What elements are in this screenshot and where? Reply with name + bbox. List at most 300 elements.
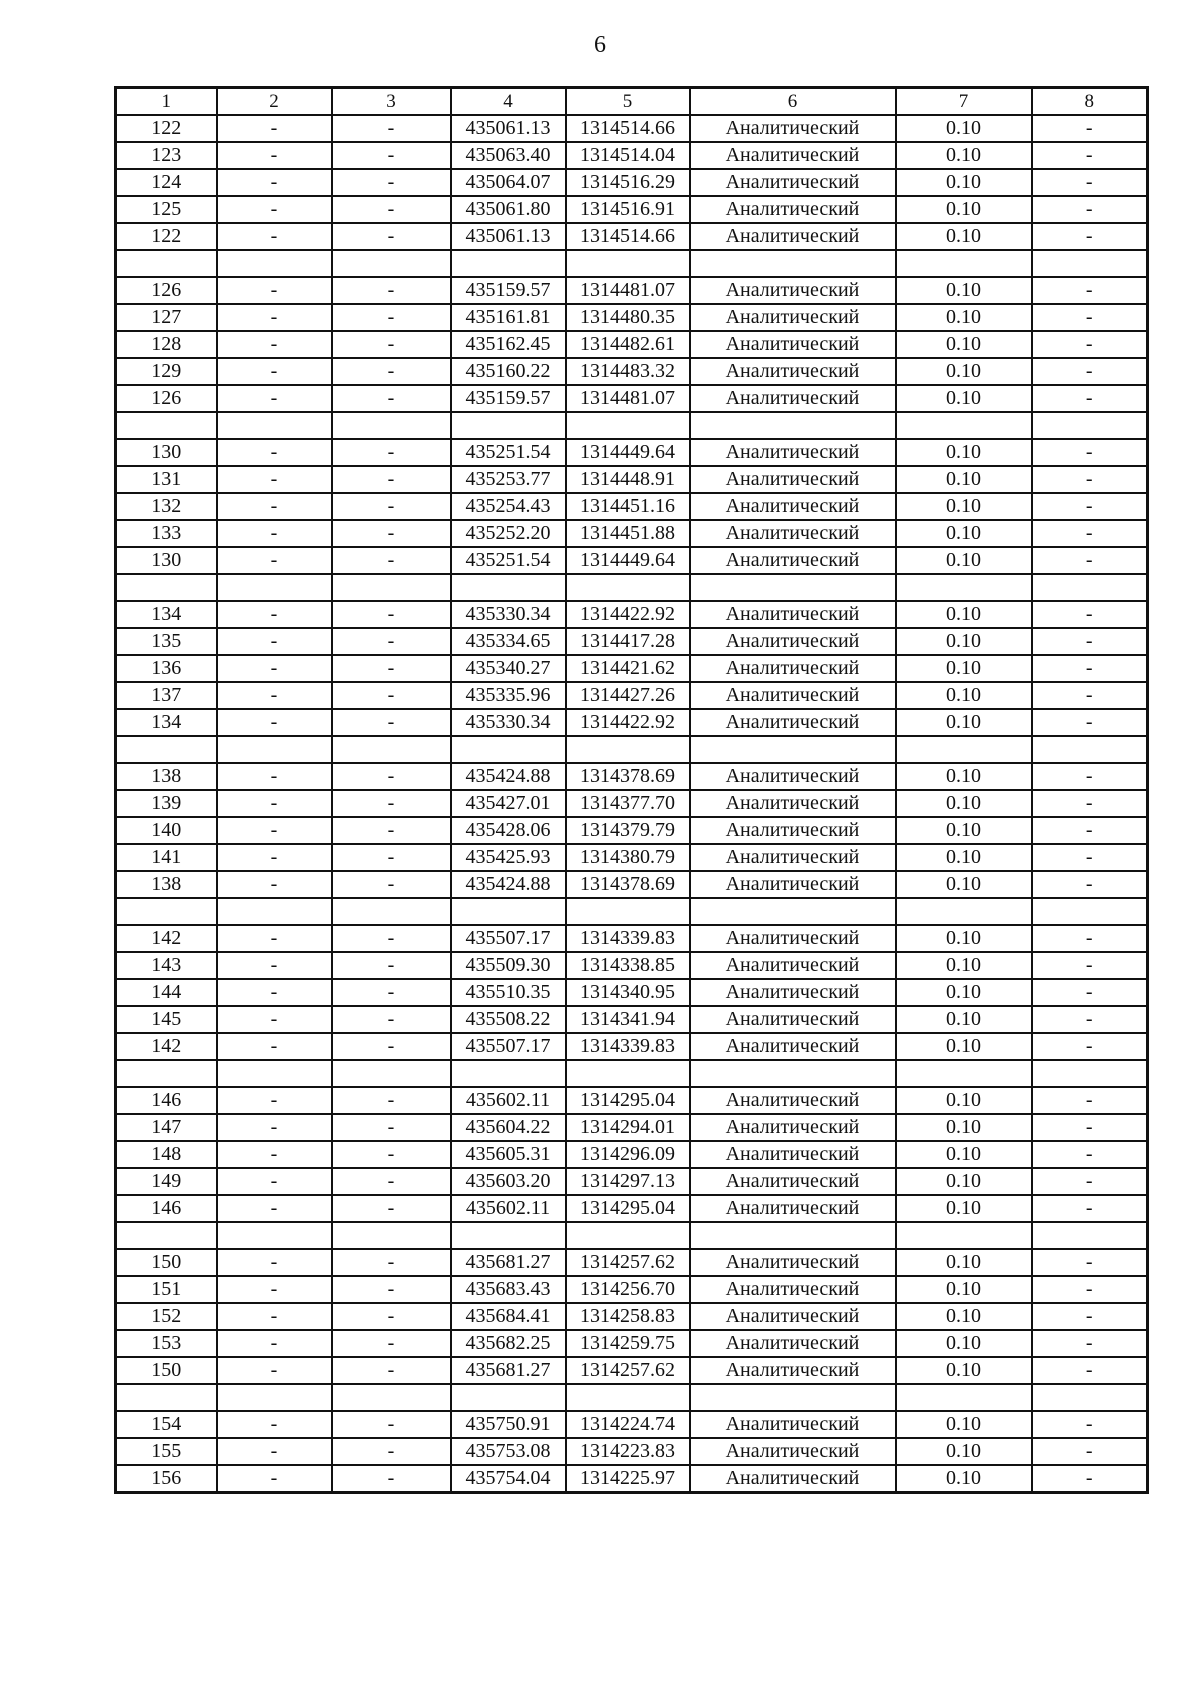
cell-accuracy: [896, 412, 1032, 439]
cell-col-3: -: [332, 1168, 451, 1195]
column-header-7: 7: [896, 88, 1032, 116]
cell-point-number: 127: [116, 304, 217, 331]
cell-col-2: -: [217, 1357, 332, 1384]
cell-x-coordinate: 435340.27: [451, 655, 566, 682]
cell-y-coordinate: 1314481.07: [566, 277, 690, 304]
cell-point-number: 138: [116, 871, 217, 898]
cell-point-number: 134: [116, 709, 217, 736]
cell-x-coordinate: 435162.45: [451, 331, 566, 358]
cell-col-8: -: [1032, 277, 1148, 304]
cell-point-number: [116, 250, 217, 277]
cell-col-8: -: [1032, 628, 1148, 655]
cell-method: Аналитический: [690, 1438, 896, 1465]
table-row: [116, 358, 1148, 385]
cell-col-8: -: [1032, 439, 1148, 466]
cell-accuracy: 0.10: [896, 196, 1032, 223]
cell-col-2: -: [217, 601, 332, 628]
cell-point-number: 143: [116, 952, 217, 979]
cell-col-2: -: [217, 655, 332, 682]
cell-point-number: 124: [116, 169, 217, 196]
cell-method: Аналитический: [690, 520, 896, 547]
cell-col-8: -: [1032, 1195, 1148, 1222]
table-row: [116, 1006, 1148, 1033]
cell-point-number: [116, 898, 217, 925]
column-header-2: 2: [217, 88, 332, 116]
table-row: [116, 790, 1148, 817]
cell-y-coordinate: [566, 1384, 690, 1411]
cell-y-coordinate: 1314483.32: [566, 358, 690, 385]
cell-point-number: 154: [116, 1411, 217, 1438]
cell-accuracy: 0.10: [896, 1303, 1032, 1330]
cell-point-number: 131: [116, 466, 217, 493]
cell-point-number: 152: [116, 1303, 217, 1330]
cell-point-number: 140: [116, 817, 217, 844]
cell-x-coordinate: 435063.40: [451, 142, 566, 169]
cell-col-3: -: [332, 1249, 451, 1276]
cell-method: Аналитический: [690, 1087, 896, 1114]
cell-point-number: 130: [116, 439, 217, 466]
cell-col-2: [217, 412, 332, 439]
cell-method: [690, 1222, 896, 1249]
cell-col-8: -: [1032, 1087, 1148, 1114]
cell-y-coordinate: 1314341.94: [566, 1006, 690, 1033]
cell-x-coordinate: 435425.93: [451, 844, 566, 871]
cell-x-coordinate: 435602.11: [451, 1195, 566, 1222]
cell-point-number: 155: [116, 1438, 217, 1465]
cell-method: Аналитический: [690, 871, 896, 898]
cell-point-number: 151: [116, 1276, 217, 1303]
cell-accuracy: 0.10: [896, 277, 1032, 304]
cell-col-3: -: [332, 1033, 451, 1060]
cell-y-coordinate: 1314296.09: [566, 1141, 690, 1168]
cell-col-3: -: [332, 1087, 451, 1114]
cell-col-2: -: [217, 1006, 332, 1033]
cell-x-coordinate: 435061.13: [451, 223, 566, 250]
table-spacer-row: [116, 250, 1148, 277]
cell-accuracy: 0.10: [896, 1357, 1032, 1384]
cell-col-2: -: [217, 1087, 332, 1114]
cell-col-3: [332, 1384, 451, 1411]
cell-y-coordinate: 1314378.69: [566, 763, 690, 790]
cell-y-coordinate: 1314378.69: [566, 871, 690, 898]
cell-col-3: -: [332, 1465, 451, 1493]
cell-col-2: -: [217, 196, 332, 223]
cell-col-2: -: [217, 439, 332, 466]
cell-col-3: -: [332, 871, 451, 898]
cell-method: Аналитический: [690, 385, 896, 412]
cell-col-2: -: [217, 520, 332, 547]
cell-col-8: -: [1032, 1357, 1148, 1384]
cell-col-8: -: [1032, 115, 1148, 142]
cell-accuracy: 0.10: [896, 1033, 1032, 1060]
cell-col-2: -: [217, 115, 332, 142]
cell-col-8: -: [1032, 1411, 1148, 1438]
cell-method: Аналитический: [690, 547, 896, 574]
cell-col-3: [332, 1222, 451, 1249]
cell-col-2: -: [217, 709, 332, 736]
cell-col-3: -: [332, 196, 451, 223]
cell-method: Аналитический: [690, 1114, 896, 1141]
cell-method: Аналитический: [690, 1249, 896, 1276]
cell-method: Аналитический: [690, 142, 896, 169]
table-row: [116, 277, 1148, 304]
table-row: [116, 304, 1148, 331]
cell-point-number: [116, 574, 217, 601]
cell-y-coordinate: 1314417.28: [566, 628, 690, 655]
cell-y-coordinate: 1314516.29: [566, 169, 690, 196]
cell-y-coordinate: 1314259.75: [566, 1330, 690, 1357]
cell-method: Аналитический: [690, 1195, 896, 1222]
cell-col-2: -: [217, 1249, 332, 1276]
cell-method: Аналитический: [690, 817, 896, 844]
table-row: [116, 223, 1148, 250]
cell-y-coordinate: [566, 736, 690, 763]
cell-y-coordinate: 1314297.13: [566, 1168, 690, 1195]
table-spacer-row: [116, 1060, 1148, 1087]
cell-col-3: -: [332, 628, 451, 655]
table-row: [116, 1303, 1148, 1330]
table-body: [116, 88, 1148, 1493]
cell-y-coordinate: 1314339.83: [566, 1033, 690, 1060]
cell-col-8: [1032, 1222, 1148, 1249]
cell-method: Аналитический: [690, 466, 896, 493]
cell-x-coordinate: 435427.01: [451, 790, 566, 817]
cell-col-3: -: [332, 1006, 451, 1033]
cell-col-2: -: [217, 1195, 332, 1222]
cell-col-2: -: [217, 466, 332, 493]
cell-col-3: [332, 574, 451, 601]
table-row: [116, 1168, 1148, 1195]
cell-accuracy: 0.10: [896, 520, 1032, 547]
cell-col-2: -: [217, 682, 332, 709]
cell-point-number: 141: [116, 844, 217, 871]
table-row: [116, 1465, 1148, 1493]
cell-method: Аналитический: [690, 682, 896, 709]
cell-accuracy: 0.10: [896, 1141, 1032, 1168]
cell-col-8: -: [1032, 1438, 1148, 1465]
cell-method: [690, 574, 896, 601]
cell-col-8: -: [1032, 601, 1148, 628]
cell-col-3: -: [332, 493, 451, 520]
cell-method: Аналитический: [690, 601, 896, 628]
cell-method: Аналитический: [690, 790, 896, 817]
coordinates-table: [114, 86, 1149, 1494]
table-row: [116, 601, 1148, 628]
cell-x-coordinate: 435684.41: [451, 1303, 566, 1330]
cell-col-2: -: [217, 331, 332, 358]
cell-col-8: [1032, 250, 1148, 277]
cell-method: Аналитический: [690, 1141, 896, 1168]
cell-x-coordinate: 435507.17: [451, 1033, 566, 1060]
table-row: [116, 979, 1148, 1006]
cell-method: [690, 250, 896, 277]
cell-x-coordinate: [451, 1060, 566, 1087]
cell-point-number: 144: [116, 979, 217, 1006]
cell-point-number: [116, 1222, 217, 1249]
cell-col-3: -: [332, 223, 451, 250]
cell-point-number: 139: [116, 790, 217, 817]
cell-x-coordinate: [451, 736, 566, 763]
cell-col-3: -: [332, 466, 451, 493]
cell-accuracy: 0.10: [896, 358, 1032, 385]
cell-point-number: 126: [116, 277, 217, 304]
cell-col-3: -: [332, 1195, 451, 1222]
cell-accuracy: 0.10: [896, 871, 1032, 898]
cell-y-coordinate: [566, 1060, 690, 1087]
cell-y-coordinate: [566, 898, 690, 925]
cell-col-2: -: [217, 1141, 332, 1168]
cell-accuracy: [896, 736, 1032, 763]
cell-point-number: 136: [116, 655, 217, 682]
cell-method: Аналитический: [690, 1357, 896, 1384]
cell-x-coordinate: 435605.31: [451, 1141, 566, 1168]
table-row: [116, 655, 1148, 682]
cell-point-number: 134: [116, 601, 217, 628]
cell-col-2: -: [217, 277, 332, 304]
cell-x-coordinate: 435509.30: [451, 952, 566, 979]
cell-point-number: [116, 412, 217, 439]
column-header-8: 8: [1032, 88, 1148, 116]
table-row: [116, 493, 1148, 520]
cell-y-coordinate: 1314448.91: [566, 466, 690, 493]
cell-accuracy: 0.10: [896, 547, 1032, 574]
cell-y-coordinate: 1314256.70: [566, 1276, 690, 1303]
cell-col-8: [1032, 412, 1148, 439]
cell-method: Аналитический: [690, 1168, 896, 1195]
cell-col-2: -: [217, 628, 332, 655]
cell-y-coordinate: [566, 1222, 690, 1249]
cell-y-coordinate: [566, 574, 690, 601]
cell-y-coordinate: 1314225.97: [566, 1465, 690, 1493]
cell-point-number: 125: [116, 196, 217, 223]
cell-x-coordinate: 435061.80: [451, 196, 566, 223]
column-header-6: 6: [690, 88, 896, 116]
cell-method: [690, 412, 896, 439]
cell-x-coordinate: [451, 574, 566, 601]
cell-col-2: -: [217, 952, 332, 979]
cell-point-number: 123: [116, 142, 217, 169]
cell-col-8: -: [1032, 493, 1148, 520]
table-row: [116, 1249, 1148, 1276]
cell-accuracy: 0.10: [896, 1438, 1032, 1465]
cell-y-coordinate: [566, 250, 690, 277]
cell-col-2: -: [217, 925, 332, 952]
cell-x-coordinate: 435424.88: [451, 871, 566, 898]
cell-col-2: -: [217, 1114, 332, 1141]
cell-x-coordinate: 435254.43: [451, 493, 566, 520]
cell-point-number: 128: [116, 331, 217, 358]
cell-point-number: 142: [116, 925, 217, 952]
cell-method: Аналитический: [690, 493, 896, 520]
cell-method: Аналитический: [690, 304, 896, 331]
cell-col-8: -: [1032, 547, 1148, 574]
cell-col-8: -: [1032, 466, 1148, 493]
cell-col-8: -: [1032, 196, 1148, 223]
cell-x-coordinate: 435507.17: [451, 925, 566, 952]
cell-point-number: 129: [116, 358, 217, 385]
table-row: [116, 520, 1148, 547]
cell-col-2: -: [217, 1303, 332, 1330]
cell-y-coordinate: 1314257.62: [566, 1249, 690, 1276]
cell-col-3: -: [332, 1276, 451, 1303]
cell-col-3: -: [332, 1330, 451, 1357]
cell-x-coordinate: [451, 250, 566, 277]
cell-col-3: -: [332, 952, 451, 979]
cell-y-coordinate: 1314449.64: [566, 439, 690, 466]
cell-col-3: -: [332, 1438, 451, 1465]
cell-point-number: 150: [116, 1249, 217, 1276]
cell-col-8: -: [1032, 1303, 1148, 1330]
table-row: [116, 1438, 1148, 1465]
cell-y-coordinate: 1314340.95: [566, 979, 690, 1006]
table-row: [116, 1033, 1148, 1060]
cell-method: Аналитический: [690, 925, 896, 952]
cell-col-2: -: [217, 790, 332, 817]
cell-col-8: -: [1032, 223, 1148, 250]
cell-method: Аналитический: [690, 331, 896, 358]
cell-col-2: -: [217, 304, 332, 331]
column-header-3: 3: [332, 88, 451, 116]
cell-col-8: -: [1032, 1114, 1148, 1141]
column-header-1: 1: [116, 88, 217, 116]
cell-col-3: -: [332, 601, 451, 628]
cell-accuracy: 0.10: [896, 304, 1032, 331]
cell-x-coordinate: [451, 1222, 566, 1249]
cell-col-2: -: [217, 763, 332, 790]
cell-col-2: -: [217, 1033, 332, 1060]
cell-y-coordinate: 1314377.70: [566, 790, 690, 817]
cell-col-8: -: [1032, 817, 1148, 844]
cell-x-coordinate: [451, 1384, 566, 1411]
cell-x-coordinate: 435161.81: [451, 304, 566, 331]
cell-col-8: -: [1032, 169, 1148, 196]
cell-point-number: 147: [116, 1114, 217, 1141]
cell-point-number: 122: [116, 115, 217, 142]
cell-col-8: [1032, 898, 1148, 925]
cell-y-coordinate: [566, 412, 690, 439]
cell-accuracy: [896, 574, 1032, 601]
cell-accuracy: [896, 1222, 1032, 1249]
cell-col-8: -: [1032, 331, 1148, 358]
cell-col-3: -: [332, 925, 451, 952]
cell-x-coordinate: 435683.43: [451, 1276, 566, 1303]
cell-y-coordinate: 1314258.83: [566, 1303, 690, 1330]
cell-col-8: -: [1032, 1141, 1148, 1168]
cell-col-3: -: [332, 115, 451, 142]
cell-col-3: [332, 898, 451, 925]
cell-accuracy: 0.10: [896, 466, 1032, 493]
cell-point-number: 142: [116, 1033, 217, 1060]
cell-x-coordinate: 435251.54: [451, 439, 566, 466]
table-row: [116, 925, 1148, 952]
cell-y-coordinate: 1314481.07: [566, 385, 690, 412]
cell-col-3: -: [332, 439, 451, 466]
cell-accuracy: 0.10: [896, 1249, 1032, 1276]
cell-y-coordinate: 1314295.04: [566, 1195, 690, 1222]
cell-col-8: -: [1032, 1168, 1148, 1195]
cell-col-2: -: [217, 223, 332, 250]
cell-col-2: -: [217, 871, 332, 898]
table-row: [116, 547, 1148, 574]
cell-col-8: -: [1032, 520, 1148, 547]
cell-point-number: 149: [116, 1168, 217, 1195]
cell-col-3: -: [332, 331, 451, 358]
cell-col-3: -: [332, 385, 451, 412]
table-row: [116, 385, 1148, 412]
cell-y-coordinate: 1314514.66: [566, 223, 690, 250]
cell-x-coordinate: 435061.13: [451, 115, 566, 142]
cell-point-number: 133: [116, 520, 217, 547]
cell-x-coordinate: 435508.22: [451, 1006, 566, 1033]
cell-col-8: [1032, 1384, 1148, 1411]
cell-point-number: 148: [116, 1141, 217, 1168]
cell-col-2: -: [217, 1330, 332, 1357]
cell-method: Аналитический: [690, 1465, 896, 1493]
cell-x-coordinate: 435604.22: [451, 1114, 566, 1141]
cell-y-coordinate: 1314224.74: [566, 1411, 690, 1438]
cell-accuracy: 0.10: [896, 682, 1032, 709]
cell-col-8: -: [1032, 925, 1148, 952]
table-row: [116, 331, 1148, 358]
cell-method: Аналитический: [690, 223, 896, 250]
cell-method: [690, 1384, 896, 1411]
cell-method: Аналитический: [690, 952, 896, 979]
cell-y-coordinate: 1314422.92: [566, 709, 690, 736]
cell-method: Аналитический: [690, 1276, 896, 1303]
table-row: [116, 169, 1148, 196]
cell-accuracy: [896, 1384, 1032, 1411]
table-row: [116, 1087, 1148, 1114]
cell-x-coordinate: 435251.54: [451, 547, 566, 574]
cell-point-number: 145: [116, 1006, 217, 1033]
cell-col-8: [1032, 1060, 1148, 1087]
cell-accuracy: 0.10: [896, 709, 1032, 736]
cell-accuracy: 0.10: [896, 1195, 1032, 1222]
cell-x-coordinate: 435159.57: [451, 277, 566, 304]
cell-col-2: -: [217, 979, 332, 1006]
cell-col-2: -: [217, 1411, 332, 1438]
cell-y-coordinate: 1314449.64: [566, 547, 690, 574]
table-row: [116, 439, 1148, 466]
column-header-4: 4: [451, 88, 566, 116]
cell-method: [690, 736, 896, 763]
cell-accuracy: [896, 1060, 1032, 1087]
cell-col-3: [332, 412, 451, 439]
cell-col-8: -: [1032, 1276, 1148, 1303]
cell-method: Аналитический: [690, 979, 896, 1006]
cell-col-2: [217, 1222, 332, 1249]
table-row: [116, 682, 1148, 709]
column-header-5: 5: [566, 88, 690, 116]
cell-col-2: -: [217, 547, 332, 574]
cell-x-coordinate: 435252.20: [451, 520, 566, 547]
cell-point-number: 146: [116, 1087, 217, 1114]
page-number: 6: [594, 32, 606, 58]
cell-accuracy: 0.10: [896, 115, 1032, 142]
cell-y-coordinate: 1314422.92: [566, 601, 690, 628]
table-row: [116, 196, 1148, 223]
cell-method: Аналитический: [690, 763, 896, 790]
cell-col-3: -: [332, 1114, 451, 1141]
cell-method: Аналитический: [690, 1303, 896, 1330]
cell-y-coordinate: 1314295.04: [566, 1087, 690, 1114]
cell-accuracy: 0.10: [896, 1465, 1032, 1493]
cell-point-number: [116, 1060, 217, 1087]
cell-col-2: [217, 250, 332, 277]
cell-col-3: -: [332, 304, 451, 331]
cell-col-8: -: [1032, 1465, 1148, 1493]
cell-accuracy: 0.10: [896, 979, 1032, 1006]
